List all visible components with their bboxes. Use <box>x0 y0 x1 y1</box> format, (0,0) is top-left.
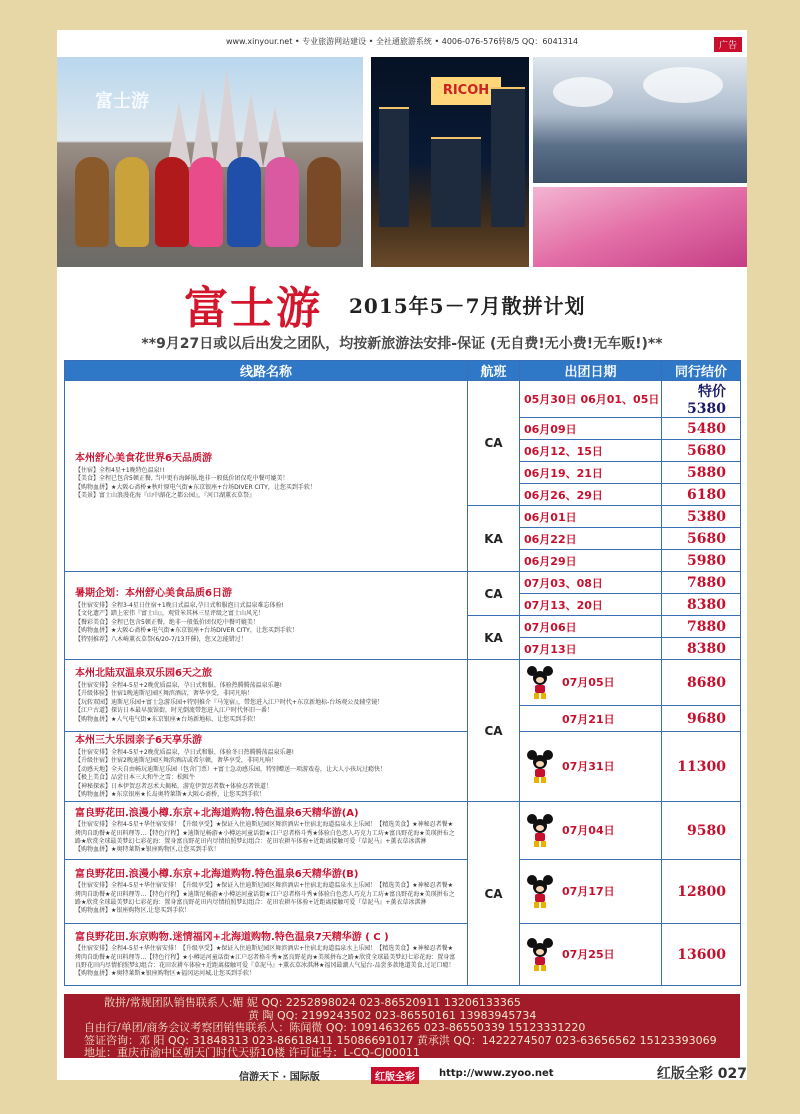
footer-badge: 红版全彩 <box>371 1067 419 1084</box>
date-cell: 06月26、29日 <box>520 484 662 506</box>
date-cell <box>520 802 662 860</box>
footer <box>57 1062 747 1086</box>
contact-line: 黄 陶 QQ: 2199243502 023-86550161 13983945734 <box>248 1008 537 1022</box>
route-cell <box>65 381 468 572</box>
route-item: 【住宿安排】全程4-5星+华住宿安排！【升级享受】★保证入住迪斯尼园区舞滨酒店+住宿北海道温泉水上乐园！【精选美食】★神秘忍者餐★烤肉自助餐★花田料理等…【特色行程】★迪斯尼畅游★小樽运河童话街★江户忍者格斗秀★体验白色恋人巧克力工坊★富良野花海★美瑛拼布之路★欣赏全球最美梦幻七彩花海：置身富良野花田内尽情拍照梦幻组合：花田农耕车体验+近距离接触可爱『草泥马』+薰衣草冰淇淋 <box>75 821 455 845</box>
table-row <box>65 660 741 706</box>
contact-line: 自由行/单团/商务会议考察团销售联系人：陈闻微 QQ: 1091463265 023-86550339 15123331220 <box>84 1021 586 1034</box>
route-title: 富良野花田.东京购物.迷情福冈+北海道购物.特色温泉7天精华游 ( C ) <box>75 932 389 944</box>
date-text: 07月17日 <box>562 884 615 898</box>
brand-title: 富士游 <box>184 283 322 334</box>
ricoh-sign: RICOH <box>431 77 501 105</box>
minnie-figure <box>189 157 223 247</box>
route-cell <box>65 732 468 802</box>
mickey-icon <box>526 749 554 785</box>
ad-badge: 广告 <box>714 37 742 52</box>
route-cell <box>65 924 468 986</box>
date-cell: 07月03、08日 <box>520 572 662 594</box>
route-title: 富良野花田.浪漫小樽.东京+北海道购物.特色温泉6天精华游(A) <box>75 808 359 820</box>
flight-cell: CA <box>468 381 520 506</box>
disney-photo <box>57 57 363 267</box>
date-cell: 06月01日 <box>520 506 662 528</box>
route-item: 【住宿安排】全程4-5星+2晚优质温泉，孕日式和服、体验冬日热腾腾荡温泉乐趣! <box>75 749 295 756</box>
date-cell: 06月29日 <box>520 550 662 572</box>
header-dates: 出团日期 <box>520 361 662 381</box>
date-text: 07月05日 <box>562 675 615 689</box>
price-cell: 8380 <box>662 638 741 660</box>
route-item: 【神秘探索】日本伊贺忍者忍术大揭秘，游览伊贺忍者数+体验忍者铁道！ <box>75 782 273 790</box>
pluto-figure <box>115 157 149 247</box>
price-cell: 5380 <box>662 506 741 528</box>
contact-line: 散拼/常规团队销售联系人:媚 妮 QQ: 2252898024 023-86520911 13206133365 <box>104 996 521 1009</box>
onsen-photo <box>533 57 747 183</box>
mickey-icon <box>526 874 554 910</box>
plan-subtitle: 2015年5－7月散拼计划 <box>349 294 586 318</box>
date-cell: 05月30日 06月01、05日 <box>520 381 662 418</box>
contact-line: 地址：重庆市渝中区朝天门时代天骄10楼 许可证号：L-CQ-CJ00011 <box>84 1046 420 1059</box>
date-text: 07月31日 <box>562 759 615 773</box>
policy-notice: **9月27日或以后出发之团队，均按新旅游法安排-保证 (无自费!无小费!无车贩!)** <box>141 336 663 352</box>
mickey-figure <box>155 157 189 247</box>
daisy-figure <box>265 157 299 247</box>
route-item: 【升级体验】住宿1晚迪斯尼园区舞滨酒店，奢华享受，非同凡响！ <box>75 690 253 698</box>
route-item: 【特别推荐】八木崎薰衣草祭(6/20-7/13开催)，您又怎能错过！ <box>75 635 247 643</box>
top-info-line: www.xinyour.net • 专业旅游网站建设 • 全社通旅游系统 • 4006-076-576转8/5 QQ：6041314 <box>225 37 579 46</box>
flight-cell: CA <box>468 802 520 986</box>
flight-cell: CA <box>468 660 520 802</box>
price-cell: 9580 <box>662 802 741 860</box>
price-cell: 5680 <box>662 528 741 550</box>
route-item: 【购物血拼】★东京银座★长岛奥特莱斯★大阪心斋桥，让您买到手软！ <box>75 791 266 799</box>
date-cell: 06月22日 <box>520 528 662 550</box>
table-header <box>65 361 741 381</box>
price-cell: 11300 <box>662 732 741 802</box>
flower-field-photo <box>533 187 747 267</box>
route-item: 【动感天地】全天自由畅玩迪斯尼乐园（包含门票）+富士急动感乐园，特别赠送一项游戏卷，让大人小孩玩过瘾快！ <box>75 765 387 773</box>
price-cell: 13600 <box>662 924 741 986</box>
date-cell: 07月06日 <box>520 616 662 638</box>
chipmunk-figure <box>75 157 109 247</box>
route-item: 【住宿安排】全程4-5星+华住宿安排！【升级享受】★保证入住迪斯尼园区舞滨酒店+住宿北海道温泉水上乐园！【精选美食】★神秘忍者餐★烤肉自助餐★花田料理等…【特色行程】★小樽运河童话街★江户忍者格斗秀★富良野花海★美瑛拼布之路★欣赏全球最美梦幻七彩花海：置身富良野花田内尽情拍照梦幻组合：花田农耕车体验+近距离接触可爱『草泥马』+薰衣草冰淇淋★福冈最潮人气屋台-品尝多款地道美食,过足口瘾！【购物血拼】★奥特莱斯★银座购物区★福冈运河城,让您买到手软！ <box>75 945 456 978</box>
date-cell <box>520 660 662 706</box>
steam <box>643 67 723 103</box>
route-item: 【购物血拼】★大阪心斋桥★秋叶原电气街★东京银座+台场DIVER CITY，让您买到手软！ <box>75 483 316 491</box>
price-cell: 9680 <box>662 706 741 732</box>
table-row <box>65 802 741 860</box>
route-item: 【住宿安排】全程3-4星日住宿+1晚日式温泉,孕日式和服泡日式温泉难忘体验! <box>75 601 284 609</box>
route-item: 【美景】富士山浪漫花海『山中湖花之都公园』，『河口湖薰衣草祭』 <box>75 491 256 499</box>
table-row <box>65 924 741 986</box>
route-item: 【美食】全程已包含5顿正餐, 当中更有海鲜锅,绝非一般低价团仅吃中餐可媲美！ <box>75 475 289 483</box>
mickey-icon <box>526 813 554 849</box>
building <box>491 87 525 227</box>
date-cell: 06月19、21日 <box>520 462 662 484</box>
building <box>431 137 481 227</box>
route-cell <box>65 572 468 660</box>
tour-table <box>64 360 741 986</box>
route-title: 本州三大乐园亲子6天享乐游 <box>75 735 202 746</box>
contact-box <box>64 994 740 1058</box>
steam <box>553 77 613 107</box>
date-cell: 07月21日 <box>520 706 662 732</box>
date-text: 07月04日 <box>562 823 615 837</box>
header-flight: 航班 <box>468 361 520 381</box>
route-item: 【极上美食】品尝日本三大和牛之雪：松阪牛 <box>75 774 196 782</box>
price-cell: 特价5380 <box>662 381 741 418</box>
route-item: 【餐彩美食】全程已包含5顿正餐，绝非一般低价团仅吃中餐可媲美！ <box>75 618 259 626</box>
price-cell: 8680 <box>662 660 741 706</box>
table-row <box>65 381 741 418</box>
route-item: 【购物血拼】★人气电气街★东京银座★台场新地标，让您买到手软！ <box>75 715 260 723</box>
route-title: 富良野花田.浪漫小樽.东京+北海道购物.特色温泉6天精华游(B) <box>75 869 359 881</box>
date-cell <box>520 732 662 802</box>
header-price: 同行结价 <box>662 361 741 381</box>
price-cell: 7880 <box>662 572 741 594</box>
route-title: 本州舒心美食花世界6天品质游 <box>75 452 212 464</box>
date-cell: 07月13、20日 <box>520 594 662 616</box>
flight-cell: CA <box>468 572 520 616</box>
donald-figure <box>227 157 261 247</box>
route-item: 【玩转双园】迪斯尼乐园+富士急游乐园+特别推介『马笼宿』，带您进入江户时代+东京新地标-台场观公及辅堂镜！ <box>75 698 384 706</box>
price-cell: 5980 <box>662 550 741 572</box>
route-item: 【升级住宿】住宿2晚迪斯尼园区舞滨酒店或希尔顿，奢华享受，非同凡响！ <box>75 757 277 765</box>
mickey-icon <box>526 665 554 701</box>
route-item: 【购物血拼】★大阪心斋桥★电气街★东京银座+台场DIVER CITY，让您买到手软！ <box>75 627 298 635</box>
route-item: 【住宿安排】全程4-5星+2晚优质温泉，孕日式和服、体验热腾腾荡温泉乐趣! <box>75 681 283 689</box>
mickey-icon <box>526 937 554 973</box>
route-item: 【住宿安排】全程4-5星+华住宿安排！【升级享受】★保证入住迪斯尼园区舞滨酒店+住宿北海道温泉水上乐园！【精选美食】★神秘忍者餐★烤肉自助餐★花田料理等…【特色行程】★迪斯尼畅游★小樽运河童话街★江户忍者格斗秀★体验白色恋人巧克力工坊★富良野花海★美瑛拼布之路★欣赏全球最美梦幻七彩花海：置身富良野花田内尽情拍照梦幻组合：花田农耕车体验+近距离接触可爱『草泥马』+薰衣草冰淇淋 <box>75 882 455 906</box>
table-row <box>65 732 741 802</box>
date-text: 07月25日 <box>562 947 615 961</box>
route-item: 【江户古道】探访日本最早旅馆街，时光倒流带您进入江户时代怀旧一番！ <box>75 707 274 715</box>
title-block <box>57 268 747 334</box>
route-cell <box>65 860 468 924</box>
contact-line: 签证咨询：邓 阳 QQ: 31848313 023-86618411 15086691017 黄承洪 QQ：1422274507 023-63656562 15123393069 <box>84 1033 717 1047</box>
date-cell: 06月09日 <box>520 418 662 440</box>
price-cell: 5880 <box>662 462 741 484</box>
date-cell <box>520 924 662 986</box>
flight-cell: KA <box>468 506 520 572</box>
chipmunk-figure-2 <box>307 157 341 247</box>
footer-brand: 信游天下 · 国际版 <box>239 1072 320 1083</box>
route-item: 【住宿】全程4星+1晚特色温泉!! <box>75 466 165 474</box>
price-cell: 5680 <box>662 440 741 462</box>
price-cell: 12800 <box>662 860 741 924</box>
ginza-night-photo <box>371 57 529 267</box>
price-cell: 5480 <box>662 418 741 440</box>
photo-banner <box>57 57 747 267</box>
route-item: 【文化遗产】踏上宏伟『富士山』，观赏米其林三星评级之富士山风光！ <box>75 610 265 618</box>
table-row <box>65 572 741 594</box>
date-cell: 07月13日 <box>520 638 662 660</box>
flight-cell: KA <box>468 616 520 660</box>
building <box>379 107 409 227</box>
route-title: 本州北陆双温泉双乐园6天之旅 <box>75 667 212 679</box>
castle-shape <box>167 67 287 167</box>
castle-sign: 富士游 <box>95 91 149 112</box>
route-title: 暑期企划：本州舒心美食品质6日游 <box>75 587 232 599</box>
route-cell <box>65 802 468 860</box>
header-route: 线路名称 <box>65 361 468 381</box>
price-cell: 7880 <box>662 616 741 638</box>
price-cell: 8380 <box>662 594 741 616</box>
page-number: 红版全彩 027 <box>656 1066 747 1082</box>
date-cell: 06月12、15日 <box>520 440 662 462</box>
route-item: 【购物血拼】★银座购物区,让您买到手软！ <box>75 907 191 915</box>
footer-url[interactable]: http://www.zyoo.net <box>439 1068 554 1079</box>
date-cell <box>520 860 662 924</box>
route-cell <box>65 660 468 732</box>
route-item: 【购物血拼】★奥特莱斯★银座购物区,让您买到手软！ <box>75 846 220 854</box>
price-cell: 6180 <box>662 484 741 506</box>
table-row <box>65 860 741 924</box>
